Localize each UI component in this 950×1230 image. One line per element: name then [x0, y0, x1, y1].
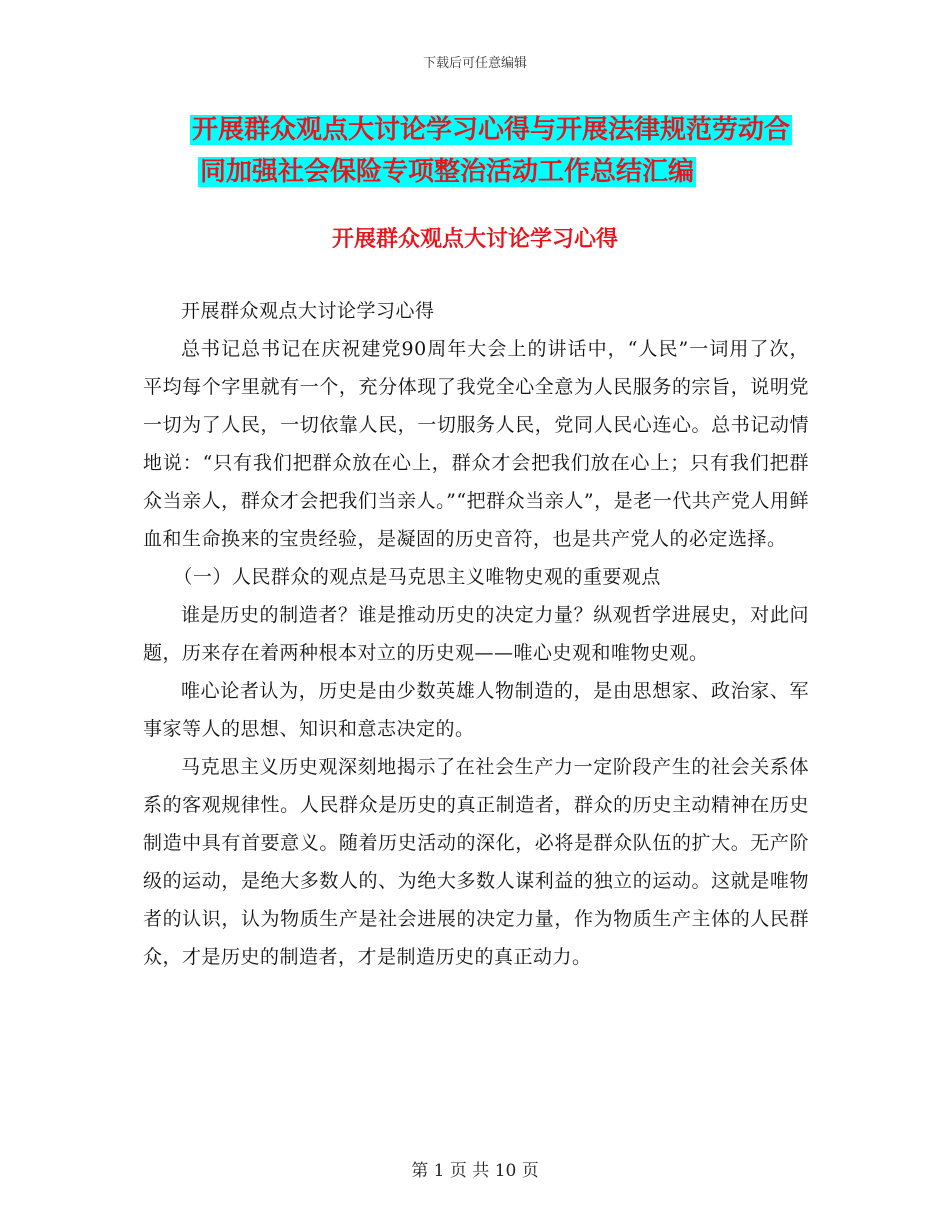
- page-number: 第 1 页 共 10 页: [411, 1161, 539, 1181]
- document-title-line-2-text: 同加强社会保险专项整治活动工作总结汇编: [200, 157, 695, 187]
- paragraph-subtitle: 开展群众观点大讨论学习心得: [181, 300, 435, 322]
- paragraph: 唯心论者认为，历史是由少数英雄人物制造的，是由思想家、政治家、军事家等人的思想、知识和意志决定的。: [143, 680, 809, 740]
- document-title-line-1-text: 开展群众观点大讨论学习心得与开展法律规范劳动合: [192, 115, 791, 145]
- paragraph: 总书记总书记在庆祝建党90周年大会上的讲话中，“人民”一词用了次，平均每个字里就有一个，充分体现了我党全心全意为人民服务的宗旨，说明党一切为了人民，一切依靠人民，一切服务人民，党同人民心连心。总书记动情地说：“只有我们把群众放在心上，群众才会把我们放在心上；只有我们把群众当亲人，群众才会把我们当亲人。”“把群众当亲人”，是老一代共产党人用鲜血和生命换来的宝贵经验，是凝固的历史音符，也是共产党人的必定选择。: [143, 338, 809, 550]
- paragraph: 谁是历史的制造者？谁是推动历史的决定力量？纵观哲学进展史，对此问题，历来存在着两种根本对立的历史观——唯心史观和唯物史观。: [143, 604, 809, 664]
- document-body: [143, 292, 809, 976]
- document-title-line-1: [190, 110, 810, 150]
- header-note: 下载后可任意编辑: [422, 56, 527, 71]
- section-title: 开展群众观点大讨论学习心得: [331, 227, 618, 252]
- document-title-line-2: [198, 152, 818, 192]
- paragraph: 马克思主义历史观深刻地揭示了在社会生产力一定阶段产生的社会关系体系的客观规律性。人民群众是历史的真正制造者，群众的历史主动精神在历史制造中具有首要意义。随着历史活动的深化，必将是群众队伍的扩大。无产阶级的运动，是绝大多数人的、为绝大多数人谋利益的独立的运动。这就是唯物者的认识，认为物质生产是社会进展的决定力量，作为物质生产主体的人民群众，才是历史的制造者，才是制造历史的真正动力。: [143, 756, 809, 968]
- subheading: （一）人民群众的观点是马克思主义唯物史观的重要观点: [173, 566, 661, 588]
